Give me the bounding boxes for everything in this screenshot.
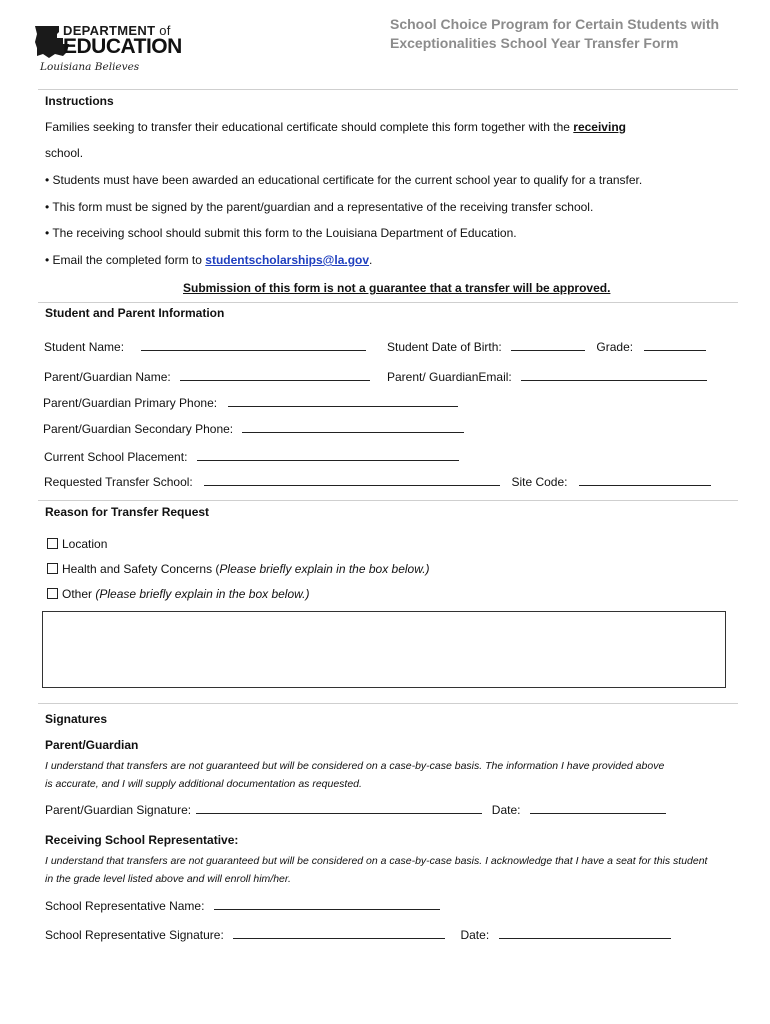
primary-phone-field[interactable] [228,395,458,407]
primary-phone-row [43,395,458,410]
student-name-row [44,339,366,354]
instruction-bullet-email: • Email the completed form to studentscholarships@la.gov. [45,253,373,267]
instruction-bullet: • Students must have been awarded an educational certificate for the current school year to qualify for a transfer. [45,173,643,187]
requested-school-field[interactable] [204,474,500,486]
parent-statement: I understand that transfers are not guaranteed but will be considered on a case-by-case basis. The information I have provided above is accurate, and I will supply additional documentation as requested. [45,760,665,790]
reason-heading: Reason for Transfer Request [45,505,210,519]
bullet-text: Students must have been awarded an educational certificate for the current school year to qualify for a transfer. [52,173,643,187]
intro-text-end: school. [45,146,84,160]
instructions-heading: Instructions [45,94,114,108]
intro-receiving: receiving [573,120,626,134]
intro-text: Families seeking to transfer their educational certificate should complete this form together with the [45,120,570,134]
option-label: Location [62,537,108,551]
explanation-textbox[interactable] [42,611,726,688]
rep-signature-label: School Representative Signature: [45,928,224,942]
option-note: (Please briefly explain in the box below.) [95,587,310,601]
parent-signature-field[interactable] [196,802,482,814]
parent-guardian-heading: Parent/Guardian [45,738,139,752]
parent-date-field[interactable] [530,802,666,814]
signatures-heading: Signatures [45,712,108,726]
bullet-text: This form must be signed by the parent/guardian and a representative of the receiving transfer school. [52,200,594,214]
option-note: Please briefly explain in the box below.) [219,562,430,576]
logo-tagline: Louisiana Believes [40,61,140,73]
dob-row [387,339,706,354]
rep-heading: Receiving School Representative: [45,833,239,847]
section-divider [38,302,738,303]
section-divider [38,500,738,501]
rep-signature-row [45,927,671,942]
section-divider [38,703,738,704]
instruction-bullet: • This form must be signed by the parent/guardian and a representative of the receiving transfer school. [45,200,594,214]
submission-notice: Submission of this form is not a guarantee that a transfer will be approved. [183,281,611,295]
parent-date-label: Date: [491,803,521,817]
secondary-phone-field[interactable] [242,421,464,433]
reason-option-health-safety[interactable] [47,562,430,576]
primary-phone-label: Parent/Guardian Primary Phone: [43,396,218,410]
parent-email-field[interactable] [521,369,707,381]
secondary-phone-label: Parent/Guardian Secondary Phone: [43,422,234,436]
rep-date-field[interactable] [499,927,671,939]
secondary-phone-row [43,421,464,436]
health-safety-checkbox[interactable] [47,563,58,574]
email-link[interactable]: studentscholarships@la.gov [205,253,370,267]
rep-statement: I understand that transfers are not guaranteed but will be considered on a case-by-case basis. I acknowledge that I have a seat for this student in the grade level listed above and will enroll him/her. [45,855,708,885]
parent-email-row [387,369,707,384]
logo-of-word: of [159,23,171,38]
parent-name-field[interactable] [180,369,370,381]
instruction-bullet: • The receiving school should submit this form to the Louisiana Department of Education. [45,226,517,240]
grade-label: Grade: [596,340,634,354]
parent-email-label: Parent/ GuardianEmail: [387,370,512,384]
student-info-heading: Student and Parent Information [45,306,225,320]
option-label: Health and Safety Concerns ( [62,562,220,576]
rep-date-label: Date: [460,928,490,942]
parent-name-label: Parent/Guardian Name: [44,370,171,384]
student-name-label: Student Name: [44,340,125,354]
requested-school-label: Requested Transfer School: [44,475,193,489]
rep-signature-field[interactable] [233,927,445,939]
dob-field[interactable] [511,339,585,351]
logo-dept-word: DEPARTMENT [63,23,156,38]
email-prefix: Email the completed form to [52,253,202,267]
current-school-row [44,449,459,464]
reason-option-other[interactable] [47,587,309,601]
header-divider [38,89,738,90]
site-code-label: Site Code: [511,475,568,489]
location-checkbox[interactable] [47,538,58,549]
option-label: Other [62,587,96,601]
student-name-field[interactable] [141,339,366,351]
current-school-field[interactable] [197,449,459,461]
email-suffix: . [369,253,373,267]
dob-label: Student Date of Birth: [387,340,502,354]
grade-field[interactable] [644,339,706,351]
rep-name-row [45,898,440,913]
instructions-intro [45,120,735,134]
reason-option-location[interactable] [47,537,107,551]
site-code-field[interactable] [579,474,711,486]
parent-signature-label: Parent/Guardian Signature: [45,803,192,817]
rep-name-field[interactable] [214,898,440,910]
requested-school-row [44,474,711,489]
rep-name-label: School Representative Name: [45,899,205,913]
logo-education-text: EDUCATION [63,35,182,58]
parent-name-row [44,369,370,384]
bullet-text: The receiving school should submit this form to the Louisiana Department of Education. [52,226,517,240]
current-school-label: Current School Placement: [44,450,188,464]
parent-signature-row [45,802,666,817]
other-checkbox[interactable] [47,588,58,599]
document-title: School Choice Program for Certain Students with Exceptionalities School Year Transfer Form [390,16,720,51]
